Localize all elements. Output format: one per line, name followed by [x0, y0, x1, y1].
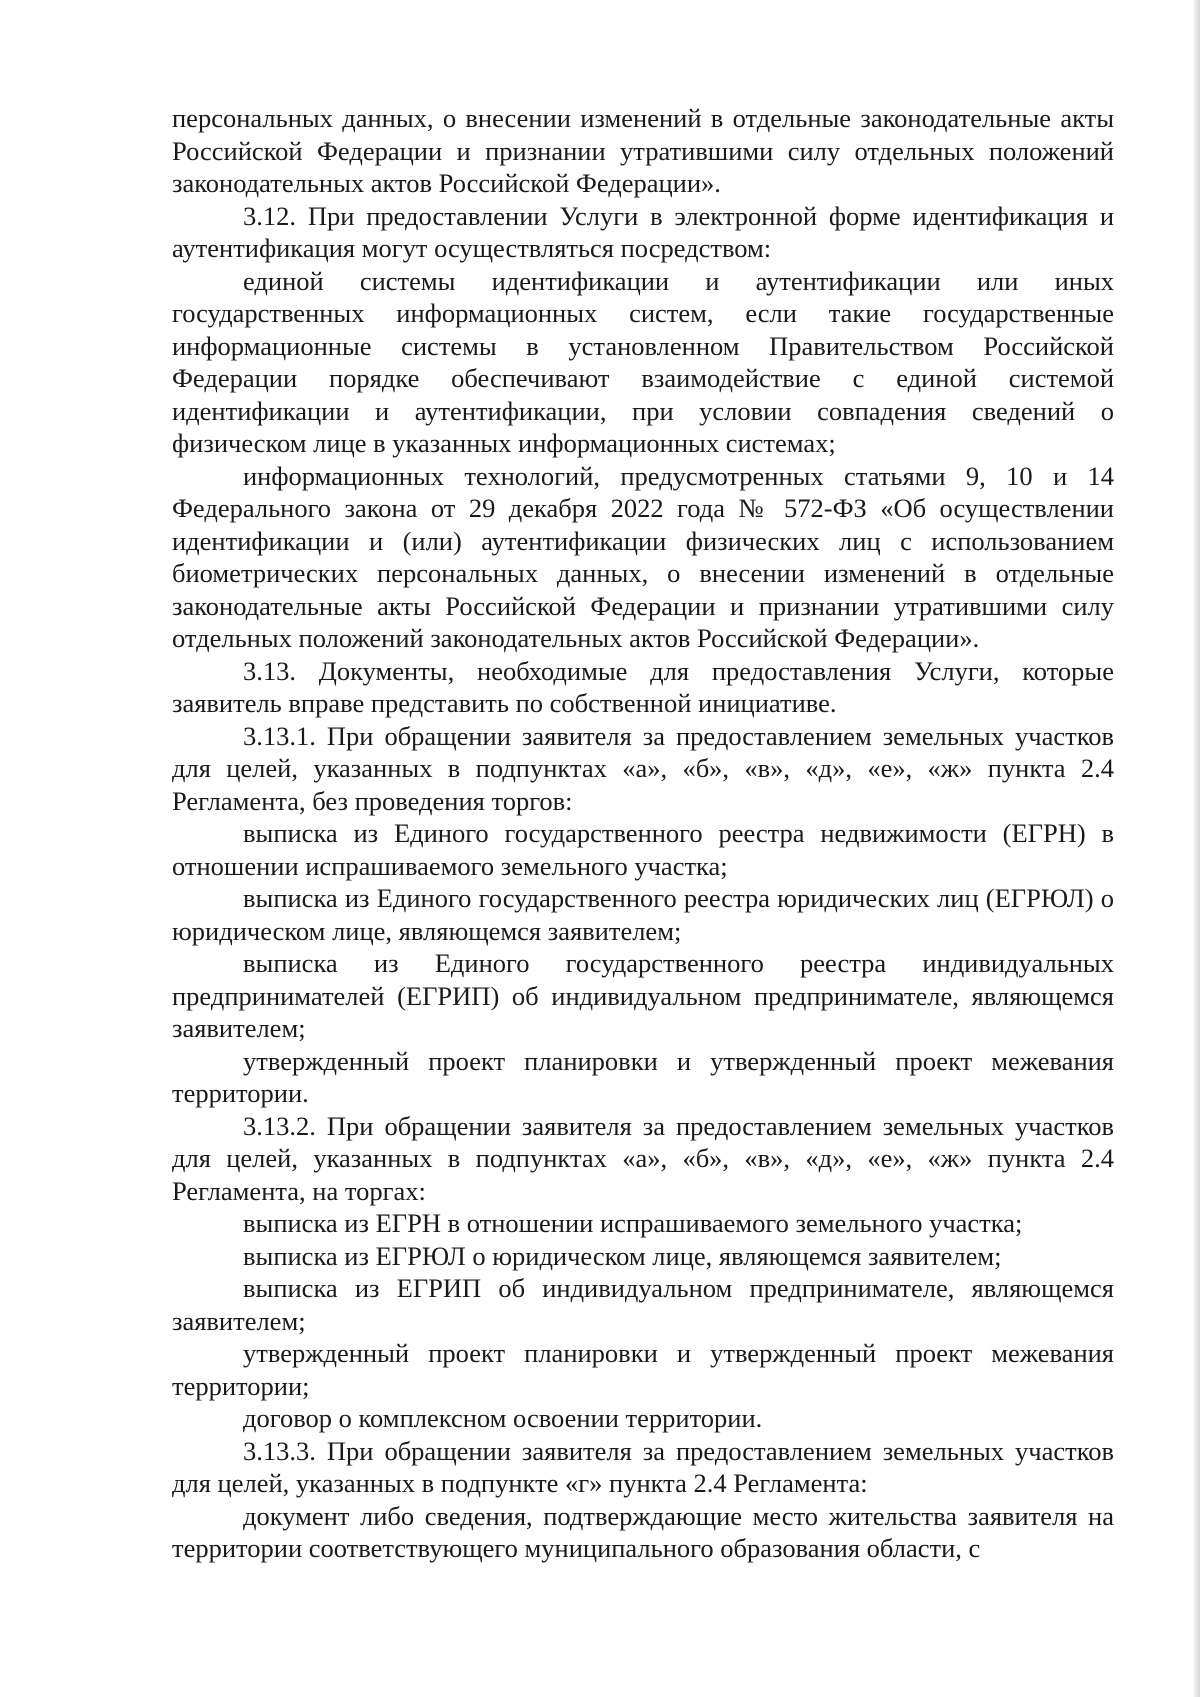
list-item-residence-document: документ либо сведения, подтверждающие место жительства заявителя на территории соответствующего муниципального образования области, с [172, 1500, 1114, 1563]
list-item-egrn-short: выписка из ЕГРН в отношении испрашиваемого земельного участка; [243, 1208, 1023, 1238]
list-item-planning-project: утвержденный проект планировки и утвержденный проект межевания территории. [172, 1045, 1114, 1108]
paragraph-3-13: 3.13. Документы, необходимые для предоставления Услуги, которые заявитель вправе представить по собственной инициативе. [172, 655, 1114, 718]
paragraph-3-13-3: 3.13.3. При обращении заявителя за предоставлением земельных участков для целей, указанных в подпункте «г» пункта 2.4 Регламента: [172, 1435, 1114, 1498]
paragraph-biometric: информационных технологий, предусмотренных статьями 9, 10 и 14 Федерального закона от 29 декабря 2022 года № 572-ФЗ «Об осуществлении идентификации и (или) аутентификации физических лиц с использованием биометрических персональных данных, о внесении изменений в отдельные законодательные акты Российской Федерации и признании утратившими силу отдельных положений законодательных актов Российской Федерации». [172, 460, 1114, 653]
paragraph-continuation: персональных данных, о внесении изменений в отдельные законодательные акты Российской Федерации и признании утратившими силу отдельных положений законодательных актов Российской Федерации». [172, 103, 1114, 198]
list-item-egrip-short: выписка из ЕГРИП об индивидуальном предпринимателе, являющемся заявителем; [172, 1273, 1114, 1336]
paragraph-esia: единой системы идентификации и аутентификации или иных государственных информационных систем, если такие государственные информационные системы в установленном Правительством Российской Федерации порядке обеспечивают взаимодействие с единой системой идентификации и аутентификации, при условии совпадения сведений о физическом лице в указанных информационных системах; [172, 265, 1114, 458]
list-item-egrn-extract: выписка из Единого государственного реестра недвижимости (ЕГРН) в отношении испрашиваемого земельного участка; [172, 818, 1114, 881]
list-item-egrul-short: выписка из ЕГРЮЛ о юридическом лице, являющемся заявителем; [243, 1240, 1002, 1271]
list-item-planning-project-2: утвержденный проект планировки и утвержденный проект межевания территории; [172, 1338, 1114, 1401]
list-item-egrul-extract: выписка из Единого государственного реестра юридических лиц (ЕГРЮЛ) о юридическом лице, являющемся заявителем; [172, 883, 1114, 946]
list-item-development-agreement: договор о комплексном освоении территории. [243, 1403, 763, 1433]
list-item-egrip-extract: выписка из Единого государственного реестра индивидуальных предпринимателей (ЕГРИП) об индивидуальном предпринимателе, являющемся заявителем; [172, 948, 1114, 1043]
paragraph-3-12: 3.12. При предоставлении Услуги в электронной форме идентификация и аутентификация могут осуществляться посредством: [172, 200, 1114, 263]
document-body [172, 102, 1114, 1565]
paragraph-3-13-2: 3.13.2. При обращении заявителя за предоставлением земельных участков для целей, указанных в подпунктах «а», «б», «в», «д», «е», «ж» пункта 2.4 Регламента, на торгах: [172, 1110, 1114, 1206]
page-edge-shadow [1194, 0, 1200, 1697]
paragraph-3-13-1: 3.13.1. При обращении заявителя за предоставлением земельных участков для целей, указанных в подпунктах «а», «б», «в», «д», «е», «ж» пункта 2.4 Регламента, без проведения торгов: [172, 720, 1114, 816]
